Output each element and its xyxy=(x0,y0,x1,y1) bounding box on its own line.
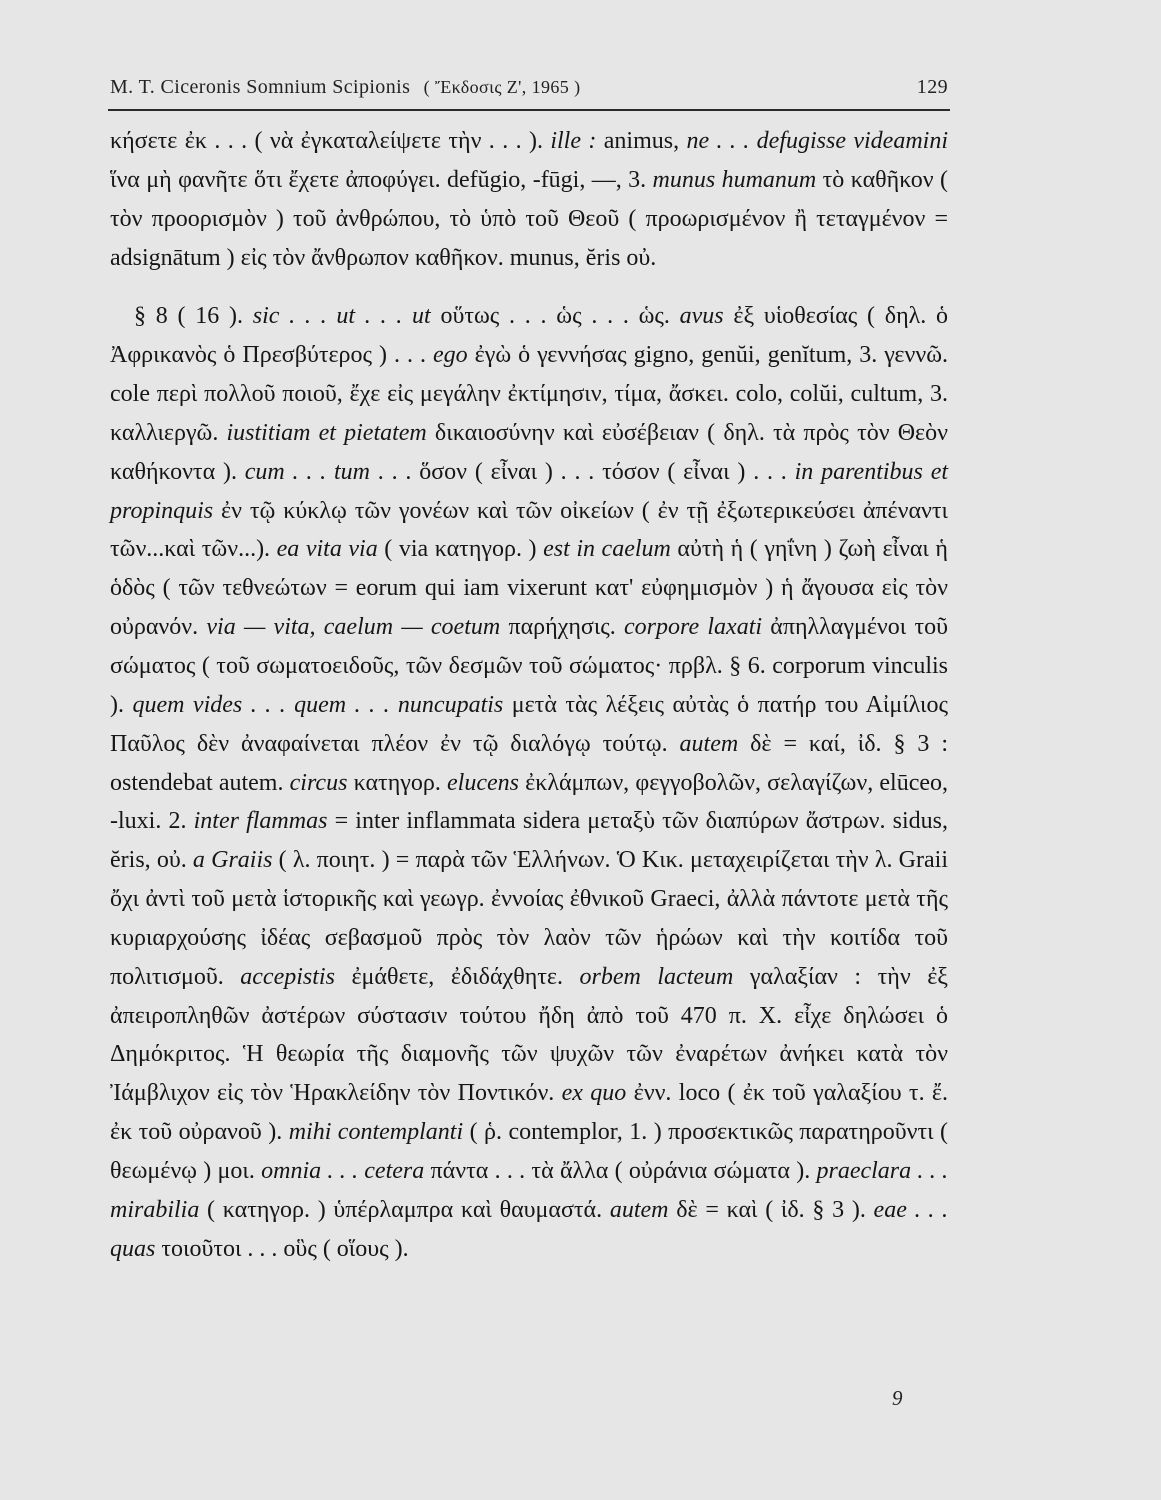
text-run: οὕτως . . . ὡς . . . ὡς. xyxy=(430,303,680,330)
latin-lemma: autem xyxy=(679,730,739,757)
paragraph-2 xyxy=(110,297,948,1268)
text-run: τοιοῦτοι . . . οὓς ( οἵους ). xyxy=(155,1235,409,1262)
latin-lemma: avus xyxy=(679,303,724,330)
text-run: ἀπηλλαγμένοι τοῦ σώματος ( τοῦ σωματοειδοῦς, τῶν δεσμῶν τοῦ σώματος· πρβλ. § 6. corporum vinculis ). xyxy=(110,614,948,718)
latin-lemma: ne . . . defugisse videamini xyxy=(686,128,949,154)
latin-lemma: ego xyxy=(432,342,468,369)
header-rule xyxy=(108,109,950,111)
latin-lemma: iustitiam et pietatem xyxy=(226,419,427,446)
text-run: κατηγορ. xyxy=(347,769,448,796)
text-run: = inter inflammata sidera μεταξὺ τῶν διαπύρων ἄστρων. sidus, ĕris, οὐ. xyxy=(110,808,949,874)
paragraph-1 xyxy=(110,122,948,277)
text-run: δικαιοσύνην καὶ εὐσέβειαν ( δηλ. τὰ πρὸς τὸν Θεὸν καθήκοντα ). xyxy=(110,419,948,485)
latin-lemma: omnia . . . cetera xyxy=(261,1157,425,1184)
text-run: ( via κατηγορ. ) xyxy=(377,536,544,563)
text-run: κήσετε ἐκ . . . ( νὰ ἐγκαταλείψετε τὴν . . . ). xyxy=(110,128,551,154)
latin-lemma: cum . . . tum xyxy=(244,458,370,485)
text-run: δὲ = καί, ἰδ. § 3 : ostendebat autem. xyxy=(110,730,948,796)
latin-lemma: accepistis xyxy=(240,963,335,990)
text-run: ( ῥ. contemplor, 1. ) προσεκτικῶς παρατηροῦντι ( θεωμένῳ ) μοι. xyxy=(110,1119,949,1184)
latin-lemma: munus humanum xyxy=(652,166,817,193)
section-ref: § 8 ( 16 ). xyxy=(134,303,253,330)
text-run: . . . ὅσον ( εἶναι ) . . . τόσον ( εἶναι ) . . . xyxy=(370,458,795,485)
latin-lemma: eae . . . quas xyxy=(110,1196,949,1262)
text-run: γαλαξίαν : τὴν ἐξ ἀπειροπληθῶν ἀστέρων σύστασιν τούτου ἤδη ἀπὸ τοῦ 470 π. Χ. εἶχε δηλώσει ὁ Δημόκριτος. Ἡ θεωρία τῆς διαμονῆς τῶν ψυχῶν τῶν ἐναρέτων ἀνήκει κατὰ τὸν Ἰάμβλιχον εἰς τὸν Ἡρακλείδην τὸν Ποντικόν. xyxy=(110,963,949,1107)
text-run: ἐνν. loco ( ἐκ τοῦ γαλαξίου τ. ἔ. ἐκ τοῦ οὐρανοῦ ). xyxy=(110,1080,948,1146)
text-run: παρήχησις. xyxy=(500,614,625,641)
text-run: animus, xyxy=(603,128,687,154)
latin-lemma: circus xyxy=(289,769,348,796)
latin-lemma: a Graiis xyxy=(192,847,273,874)
running-header xyxy=(110,76,948,99)
text-run: τὸ καθῆκον ( τὸν προορισμὸν ) τοῦ ἀνθρώπου, τὸ ὑπὸ τοῦ Θεοῦ ( προωρισμένον ἢ τεταγμένον = adsignātum ) εἰς τὸν ἄνθρωπον καθῆκον. munus, ĕris οὐ. xyxy=(110,166,948,271)
latin-lemma: ex quo xyxy=(561,1080,627,1107)
latin-lemma: est in caelum xyxy=(543,536,671,563)
header-title: M. T. Ciceronis Somnium Scipionis xyxy=(110,76,411,98)
latin-lemma: corpore laxati xyxy=(624,614,763,641)
latin-lemma: in parentibus et propinquis xyxy=(110,458,949,524)
latin-lemma: ea vita via xyxy=(276,536,378,563)
latin-lemma: praeclara . . . mirabilia xyxy=(110,1157,948,1223)
text-run: ἐκλάμπων, φεγγοβολῶν, σελαγίζων, elūceo, -luxi. 2. xyxy=(110,769,948,835)
text-run: ἵνα μὴ φανῆτε ὅτι ἔχετε ἀποφύγει. defŭgio, -fūgi, —, 3. xyxy=(110,166,653,193)
text-run: δὲ = καὶ ( ἰδ. § 3 ). xyxy=(668,1196,874,1223)
header-edition: ( Ἔκδοσις Ζ', 1965 ) xyxy=(423,77,581,97)
latin-lemma: autem xyxy=(609,1196,669,1223)
latin-lemma: ille : xyxy=(550,128,604,154)
latin-lemma: inter flammas xyxy=(193,808,328,835)
latin-lemma: quem vides . . . quem . . . nuncupatis xyxy=(132,691,504,718)
text-run: πάντα . . . τὰ ἄλλα ( οὐράνια σώματα ). xyxy=(424,1157,817,1184)
text-run: μετὰ τὰς λέξεις αὐτὰς ὁ πατήρ του Αἰμίλιος Παῦλος δὲν ἀναφαίνεται πλέον ἐν τῷ διαλόγῳ τούτῳ. xyxy=(110,691,948,757)
text-run: ἐξ υἱοθεσίας ( δηλ. ὁ Ἀφρικανὸς ὁ Πρεσβύτερος ) . . . xyxy=(110,303,949,369)
page-number: 129 xyxy=(916,76,948,98)
text-run: ἐμάθετε, ἐδιδάχθητε. xyxy=(334,963,580,990)
commentary-text xyxy=(110,122,948,1268)
text-run: αὐτὴ ἡ ( γηΐνη ) ζωὴ εἶναι ἡ ὁδὸς ( τῶν τεθνεώτων = eorum qui iam vixerunt κατ' εὐφημισμὸν ) ἡ ἄγουσα εἰς τὸν οὐρανόν. xyxy=(110,536,948,641)
latin-lemma: elucens xyxy=(447,769,519,796)
running-title xyxy=(110,76,581,99)
signature-mark: 9 xyxy=(892,1386,903,1410)
text-run: ἐν τῷ κύκλῳ τῶν γονέων καὶ τῶν οἰκείων ( ἐν τῇ ἐξωτερικεύσει ἀπέναντι τῶν...καὶ τῶν...). xyxy=(110,497,948,563)
latin-lemma: mihi contemplanti xyxy=(288,1119,464,1146)
text-run: ἐγὼ ὁ γεννήσας gigno, genŭi, genĭtum, 3. γεννῶ. cole περὶ πολλοῦ ποιοῦ, ἔχε εἰς μεγάλην ἐκτίμησιν, τίμα, ἄσκει. colo, colŭi, cultum, 3. καλλιεργῶ. xyxy=(110,342,949,446)
latin-lemma: sic . . . ut . . . ut xyxy=(252,303,431,330)
text-run: ( κατηγορ. ) ὑπέρλαμπρα καὶ θαυμαστά. xyxy=(199,1196,610,1223)
latin-lemma: orbem lacteum xyxy=(579,963,734,990)
latin-lemma: via — vita, caelum — coetum xyxy=(206,614,501,641)
text-run: ( λ. ποιητ. ) = παρὰ τῶν Ἑλλήνων. Ὁ Κικ. μεταχειρίζεται τὴν λ. Graii ὄχι ἀντὶ τοῦ μετὰ ἱστορικῆς καὶ γεωγρ. ἐννοίας ἐθνικοῦ Graeci, ἀλλὰ πάντοτε μετὰ τῆς κυριαρχούσης ἰδέας σεβασμοῦ πρὸς τὸν λαὸν τῶν ἡρώων καὶ τὴν κοιτίδα τοῦ πολιτισμοῦ. xyxy=(110,847,948,990)
